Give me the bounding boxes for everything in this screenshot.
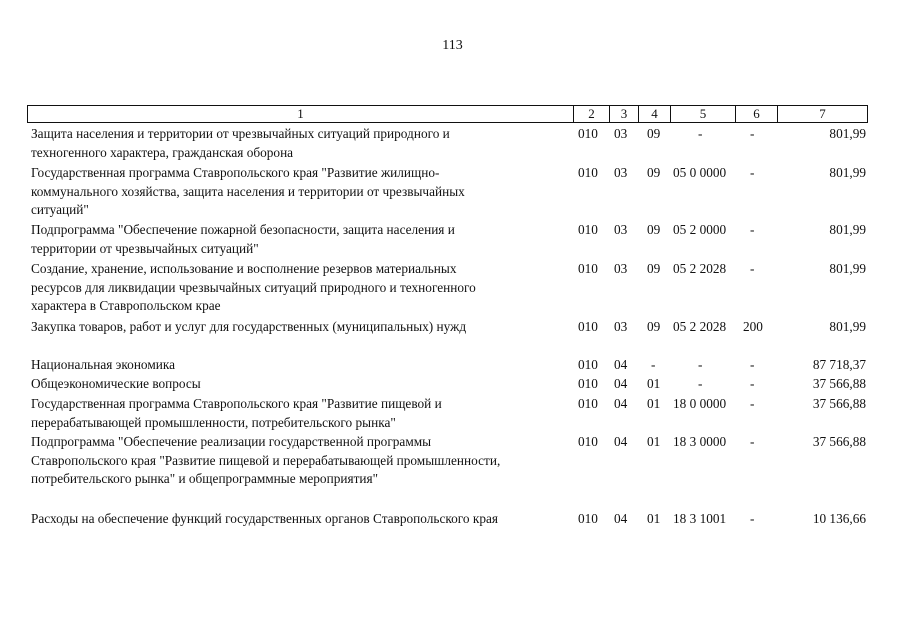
row-c3: 04: [614, 396, 628, 411]
row-c6: -: [750, 222, 755, 237]
row-name: Подпрограмма "Обеспечение пожарной безопасности, защита населения и территории от чрезвычайных ситуаций": [31, 222, 455, 256]
row-c4: 01: [647, 434, 661, 449]
row-c4: 09: [647, 126, 661, 141]
row-c4: 01: [647, 511, 661, 526]
row-c6: -: [750, 261, 755, 276]
row-name: Расходы на обеспечение функций государственных органов Ставропольского края: [31, 511, 499, 526]
row-c7: 801,99: [829, 319, 866, 334]
row-c3: 04: [614, 434, 628, 449]
row-c3: 03: [614, 261, 628, 276]
row-c2: 010: [578, 165, 598, 180]
row-c3: 04: [614, 376, 628, 391]
row-c6: -: [750, 396, 755, 411]
row-c7: 801,99: [829, 126, 866, 141]
row-c6: -: [750, 165, 755, 180]
row-c3: 03: [614, 222, 628, 237]
row-c3: 03: [614, 126, 628, 141]
row-c2: 010: [578, 511, 598, 526]
page-number: 113: [442, 38, 463, 53]
row-c4: -: [651, 357, 656, 372]
row-c7: 37 566,88: [812, 434, 866, 449]
row-c7: 10 136,66: [812, 511, 866, 526]
row-name: Государственная программа Ставропольского края "Развитие пищевой и перерабатывающей промышленности, потребительского рынка": [31, 396, 442, 430]
row-c7: 87 718,37: [812, 357, 866, 372]
row-c2: 010: [578, 357, 598, 372]
row-c5: 05 0 0000: [673, 165, 727, 180]
row-c5: 05 2 0000: [673, 222, 727, 237]
table-header: [27, 105, 868, 123]
row-c5: 18 3 0000: [673, 434, 727, 449]
row-c3: 04: [614, 357, 628, 372]
row-c2: 010: [578, 319, 598, 334]
row-c6: -: [750, 357, 755, 372]
row-c6: -: [750, 434, 755, 449]
row-c4: 01: [647, 396, 661, 411]
row-c4: 09: [647, 261, 661, 276]
row-c6: -: [750, 126, 755, 141]
row-c6: 200: [743, 319, 763, 334]
row-c7: 801,99: [829, 165, 866, 180]
row-c2: 010: [578, 126, 598, 141]
row-c2: 010: [578, 261, 598, 276]
header-col-1: 1: [297, 106, 304, 121]
row-c6: -: [750, 376, 755, 391]
row-name: Государственная программа Ставропольского края "Развитие жилищно- коммунального хозяйства, защита населения и территории от чрезвычайных ситуаций": [31, 165, 465, 217]
row-name: Закупка товаров, работ и услуг для государственных (муниципальных) нужд: [31, 319, 467, 334]
row-c4: 01: [647, 376, 661, 391]
row-c5: 18 3 1001: [673, 511, 727, 526]
row-c2: 010: [578, 222, 598, 237]
row-c3: 03: [614, 319, 628, 334]
row-c3: 04: [614, 511, 628, 526]
row-c7: 801,99: [829, 261, 866, 276]
row-name: Национальная экономика: [31, 357, 176, 372]
row-c4: 09: [647, 319, 661, 334]
row-c7: 37 566,88: [812, 376, 866, 391]
row-c5: -: [698, 357, 703, 372]
header-col-7: 7: [777, 106, 867, 122]
header-col-4: 4: [638, 106, 670, 122]
row-c2: 010: [578, 434, 598, 449]
row-c5: 05 2 2028: [673, 319, 727, 334]
header-col-3: 3: [609, 106, 638, 122]
row-c4: 09: [647, 222, 661, 237]
row-c2: 010: [578, 396, 598, 411]
row-c2: 010: [578, 376, 598, 391]
header-col-5: 5: [670, 106, 735, 122]
row-name: Подпрограмма "Обеспечение реализации государственной программы Ставропольского края "Развитие пищевой и перерабатывающей промышленности, потребительского рынка" и общепрограммные мероприятия": [31, 434, 501, 486]
row-name: Создание, хранение, использование и восполнение резервов материальных ресурсов для ликвидации чрезвычайных ситуаций природного и техногенного характера в Ставропольском крае: [31, 261, 476, 313]
row-c7: 801,99: [829, 222, 866, 237]
row-c3: 03: [614, 165, 628, 180]
row-c4: 09: [647, 165, 661, 180]
row-c7: 37 566,88: [812, 396, 866, 411]
row-c5: -: [698, 126, 703, 141]
row-c5: 18 0 0000: [673, 396, 727, 411]
row-name: Защита населения и территории от чрезвычайных ситуаций природного и техногенного характера, гражданская оборона: [31, 126, 450, 160]
row-name: Общеэкономические вопросы: [31, 376, 201, 391]
header-col-2: 2: [573, 106, 609, 122]
header-col-6: 6: [735, 106, 777, 122]
row-c6: -: [750, 511, 755, 526]
row-c5: 05 2 2028: [673, 261, 727, 276]
row-c5: -: [698, 376, 703, 391]
